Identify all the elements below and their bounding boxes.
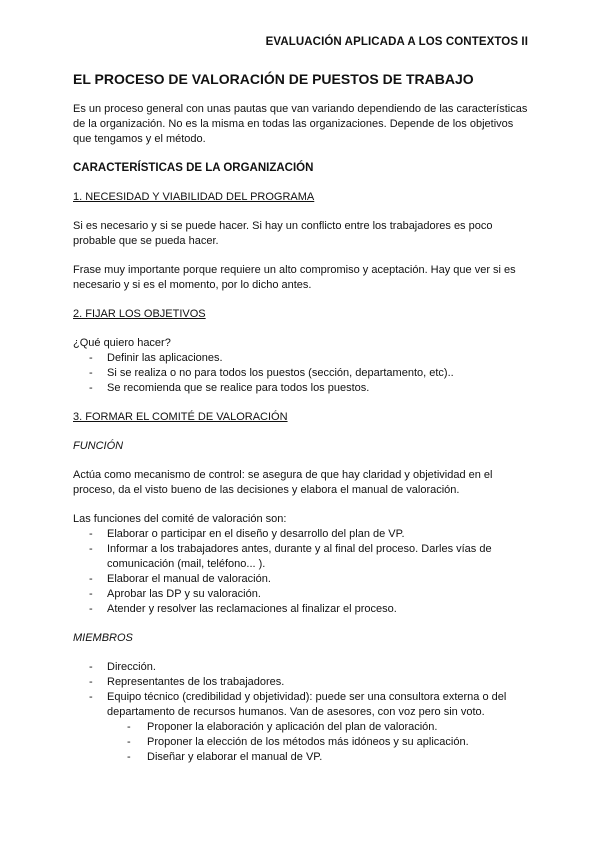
question-text: ¿Qué quiero hacer? <box>73 337 171 349</box>
sub-list-item: - Proponer la elección de los métodos más idóneos y su aplicación. <box>73 735 533 750</box>
list-item: - Definir las aplicaciones. <box>73 351 533 366</box>
subsection-heading-3: 3. FORMAR EL COMITÉ DE VALORACIÓN <box>73 411 288 423</box>
document-body <box>73 70 533 765</box>
list-item: - Atender y resolver las reclamaciones al finalizar el proceso. <box>73 602 533 617</box>
miembros-list <box>73 660 533 720</box>
sub-list-item: - Proponer la elaboración y aplicación del plan de valoración. <box>73 720 533 735</box>
subsection-heading-2: 2. FIJAR LOS OBJETIVOS <box>73 308 206 320</box>
list-item: - Se recomienda que se realice para todos los puestos. <box>73 381 533 396</box>
list-item: - Elaborar o participar en el diseño y desarrollo del plan de VP. <box>73 527 533 542</box>
document-title: EL PROCESO DE VALORACIÓN DE PUESTOS DE TRABAJO <box>73 71 474 87</box>
list-item: - Representantes de los trabajadores. <box>73 675 533 690</box>
page-header: EVALUACIÓN APLICADA A LOS CONTEXTOS II <box>265 36 528 48</box>
list-item: - Dirección. <box>73 660 533 675</box>
equipo-tecnico-sublist <box>73 720 533 765</box>
sub-list-item: - Diseñar y elaborar el manual de VP. <box>73 750 533 765</box>
list-item: - Informar a los trabajadores antes, durante y al final del proceso. Darles vías de comunicación (mail, teléfono... ). <box>73 542 533 572</box>
funcion-label: FUNCIÓN <box>73 440 124 452</box>
paragraph-s1-2: Frase muy importante porque requiere un alto compromiso y aceptación. Hay que ver si es necesario y si es el momento, por lo dicho antes. <box>73 264 516 291</box>
list-item: - Si se realiza o no para todos los puestos (sección, departamento, etc).. <box>73 366 533 381</box>
funciones-list <box>73 527 533 617</box>
list-item: - Elaborar el manual de valoración. <box>73 572 533 587</box>
intro-paragraph: Es un proceso general con unas pautas que van variando dependiendo de las características de la organización. No es la misma en todas las organizaciones. Depende de los objetivos que tengamos y el método. <box>73 103 528 145</box>
paragraph-s1-1: Si es necesario y si se puede hacer. Si hay un conflicto entre los trabajadores es poco probable que se pueda hacer. <box>73 220 493 247</box>
objectives-list <box>73 351 533 396</box>
subsection-heading-1: 1. NECESIDAD Y VIABILIDAD DEL PROGRAMA <box>73 191 315 203</box>
funcion-paragraph: Actúa como mecanismo de control: se asegura de que hay claridad y objetividad en el proceso, da el visto bueno de las decisiones y elabora el manual de valoración. <box>73 469 493 496</box>
funciones-intro: Las funciones del comité de valoración son: <box>73 513 287 525</box>
list-item: - Equipo técnico (credibilidad y objetividad): puede ser una consultora externa o del departamento de recursos humanos. Van de asesores, con voz pero sin voto. <box>73 690 533 720</box>
list-item: - Aprobar las DP y su valoración. <box>73 587 533 602</box>
miembros-label: MIEMBROS <box>73 632 133 644</box>
section-heading: CARACTERÍSTICAS DE LA ORGANIZACIÓN <box>73 162 314 174</box>
